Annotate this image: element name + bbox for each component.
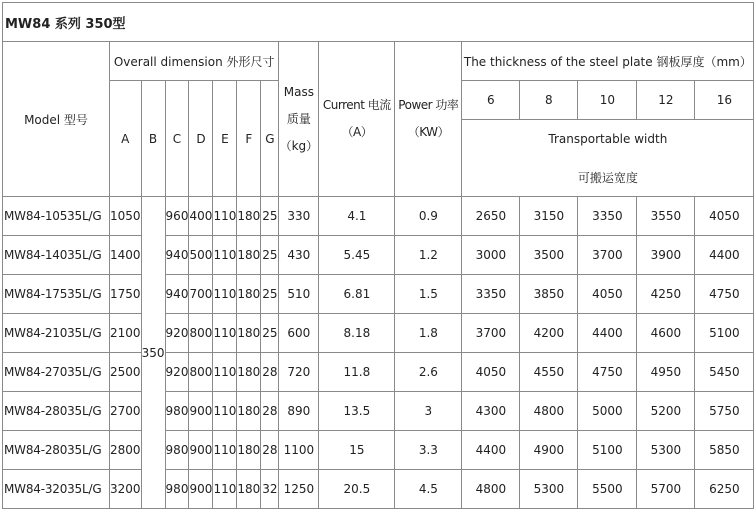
dim-a-cell: 2700 (110, 392, 142, 431)
dim-e-cell: 110 (213, 431, 237, 470)
current-cell: 5.45 (319, 236, 395, 275)
mass-header (279, 42, 319, 197)
width-10-cell: 4400 (578, 314, 637, 353)
table-row (3, 431, 754, 470)
dim-header-b: B (141, 81, 165, 197)
dim-c-cell: 940 (165, 236, 189, 275)
width-6-cell: 3000 (462, 236, 520, 275)
mass-cell: 510 (279, 275, 319, 314)
power-cell: 1.8 (395, 314, 462, 353)
width-8-cell: 3850 (520, 275, 578, 314)
dim-f-cell: 180 (237, 314, 261, 353)
thickness-6: 6 (462, 81, 520, 120)
dim-e-cell: 110 (213, 314, 237, 353)
dim-e-cell: 110 (213, 470, 237, 509)
power-cell: 2.6 (395, 353, 462, 392)
model-cell: MW84-10535L/G (3, 197, 110, 236)
width-8-cell: 4550 (520, 353, 578, 392)
width-10-cell: 5500 (578, 470, 637, 509)
transportable-width-header-cn: 可搬运宽度 (462, 158, 754, 197)
dim-g-cell: 32 (261, 470, 279, 509)
dim-c-cell: 960 (165, 197, 189, 236)
width-12-cell: 5700 (637, 470, 695, 509)
dim-a-cell: 2800 (110, 431, 142, 470)
power-unit: （KW） (407, 125, 450, 139)
width-6-cell: 3700 (462, 314, 520, 353)
thickness-16: 16 (695, 81, 754, 120)
width-6-cell: 4050 (462, 353, 520, 392)
width-10-cell: 5000 (578, 392, 637, 431)
model-cell: MW84-27035L/G (3, 353, 110, 392)
dim-a-cell: 3200 (110, 470, 142, 509)
dim-a-cell: 2500 (110, 353, 142, 392)
width-8-cell: 4900 (520, 431, 578, 470)
dim-f-cell: 180 (237, 275, 261, 314)
dim-header-d: D (189, 81, 213, 197)
current-cell: 4.1 (319, 197, 395, 236)
dim-a-cell: 1750 (110, 275, 142, 314)
dim-e-cell: 110 (213, 236, 237, 275)
current-header (319, 42, 395, 197)
thickness-8: 8 (520, 81, 578, 120)
width-8-cell: 5300 (520, 470, 578, 509)
model-cell: MW84-28035L/G (3, 392, 110, 431)
dim-d-cell: 700 (189, 275, 213, 314)
width-16-cell: 5850 (695, 431, 754, 470)
width-10-cell: 3700 (578, 236, 637, 275)
power-cell: 4.5 (395, 470, 462, 509)
dim-c-cell: 980 (165, 392, 189, 431)
dim-b-cell: 350 (141, 197, 165, 509)
dim-g-cell: 28 (261, 431, 279, 470)
width-12-cell: 5200 (637, 392, 695, 431)
width-16-cell: 6250 (695, 470, 754, 509)
power-cell: 0.9 (395, 197, 462, 236)
dim-header-e: E (213, 81, 237, 197)
current-cell: 15 (319, 431, 395, 470)
model-cell: MW84-17535L/G (3, 275, 110, 314)
current-cell: 6.81 (319, 275, 395, 314)
table-row (3, 314, 754, 353)
dim-c-cell: 920 (165, 314, 189, 353)
dim-a-cell: 1400 (110, 236, 142, 275)
current-label: Current 电流 (322, 98, 391, 112)
dim-e-cell: 110 (213, 392, 237, 431)
power-header (395, 42, 462, 197)
width-12-cell: 3900 (637, 236, 695, 275)
plate-thickness-header: The thickness of the steel plate 钢板厚度（mm） (462, 42, 754, 81)
table-row (3, 392, 754, 431)
mass-cell: 1100 (279, 431, 319, 470)
width-10-cell: 3350 (578, 197, 637, 236)
width-12-cell: 3550 (637, 197, 695, 236)
overall-dimension-header: Overall dimension 外形尺寸 (110, 42, 279, 81)
dim-c-cell: 920 (165, 353, 189, 392)
current-unit: （A） (341, 125, 373, 139)
transportable-width-header: Transportable width (462, 120, 754, 159)
width-6-cell: 3350 (462, 275, 520, 314)
dim-header-c: C (165, 81, 189, 197)
table-row (3, 353, 754, 392)
width-6-cell: 4400 (462, 431, 520, 470)
width-12-cell: 4950 (637, 353, 695, 392)
current-cell: 20.5 (319, 470, 395, 509)
mass-label: Mass (283, 84, 314, 99)
spec-table (2, 2, 754, 509)
model-header: Model 型号 (3, 42, 110, 197)
width-16-cell: 4050 (695, 197, 754, 236)
dim-d-cell: 800 (189, 353, 213, 392)
thickness-12: 12 (637, 81, 695, 120)
power-cell: 1.2 (395, 236, 462, 275)
width-16-cell: 5450 (695, 353, 754, 392)
width-16-cell: 4750 (695, 275, 754, 314)
dim-e-cell: 110 (213, 353, 237, 392)
width-10-cell: 5100 (578, 431, 637, 470)
dim-g-cell: 28 (261, 353, 279, 392)
dim-g-cell: 25 (261, 275, 279, 314)
table-row (3, 470, 754, 509)
model-cell: MW84-32035L/G (3, 470, 110, 509)
width-12-cell: 4250 (637, 275, 695, 314)
dim-c-cell: 980 (165, 431, 189, 470)
dim-a-cell: 1050 (110, 197, 142, 236)
model-cell: MW84-21035L/G (3, 314, 110, 353)
dim-d-cell: 800 (189, 314, 213, 353)
dim-d-cell: 900 (189, 431, 213, 470)
current-cell: 11.8 (319, 353, 395, 392)
power-cell: 3.3 (395, 431, 462, 470)
dim-g-cell: 28 (261, 392, 279, 431)
width-10-cell: 4050 (578, 275, 637, 314)
width-8-cell: 3150 (520, 197, 578, 236)
width-10-cell: 4750 (578, 353, 637, 392)
width-6-cell: 2650 (462, 197, 520, 236)
thickness-10: 10 (578, 81, 637, 120)
mass-cell: 600 (279, 314, 319, 353)
mass-unit: （kg） (279, 138, 319, 153)
mass-cell: 1250 (279, 470, 319, 509)
dim-g-cell: 25 (261, 197, 279, 236)
width-16-cell: 5750 (695, 392, 754, 431)
dim-f-cell: 180 (237, 392, 261, 431)
table-row (3, 236, 754, 275)
mass-cell: 330 (279, 197, 319, 236)
width-16-cell: 5100 (695, 314, 754, 353)
mass-cell: 890 (279, 392, 319, 431)
width-6-cell: 4300 (462, 392, 520, 431)
dim-header-f: F (237, 81, 261, 197)
mass-cell: 720 (279, 353, 319, 392)
table-row (3, 275, 754, 314)
width-12-cell: 4600 (637, 314, 695, 353)
dim-g-cell: 25 (261, 314, 279, 353)
dim-f-cell: 180 (237, 353, 261, 392)
mass-cell: 430 (279, 236, 319, 275)
power-label: Power 功率 (398, 98, 459, 112)
current-cell: 8.18 (319, 314, 395, 353)
dim-header-g: G (261, 81, 279, 197)
width-16-cell: 4400 (695, 236, 754, 275)
dim-f-cell: 180 (237, 470, 261, 509)
dim-f-cell: 180 (237, 197, 261, 236)
dim-d-cell: 900 (189, 392, 213, 431)
width-6-cell: 4800 (462, 470, 520, 509)
dim-e-cell: 110 (213, 275, 237, 314)
current-cell: 13.5 (319, 392, 395, 431)
dim-f-cell: 180 (237, 236, 261, 275)
table-title: MW84 系列 350型 (3, 3, 754, 42)
model-cell: MW84-28035L/G (3, 431, 110, 470)
dim-c-cell: 940 (165, 275, 189, 314)
mass-label-cn: 质量 (286, 111, 311, 126)
table-row (3, 197, 754, 236)
dim-d-cell: 900 (189, 470, 213, 509)
dim-d-cell: 400 (189, 197, 213, 236)
dim-header-a: A (110, 81, 142, 197)
dim-e-cell: 110 (213, 197, 237, 236)
model-cell: MW84-14035L/G (3, 236, 110, 275)
dim-g-cell: 25 (261, 236, 279, 275)
power-cell: 3 (395, 392, 462, 431)
dim-a-cell: 2100 (110, 314, 142, 353)
power-cell: 1.5 (395, 275, 462, 314)
dim-f-cell: 180 (237, 431, 261, 470)
width-8-cell: 4200 (520, 314, 578, 353)
dim-c-cell: 980 (165, 470, 189, 509)
dim-d-cell: 500 (189, 236, 213, 275)
width-12-cell: 5300 (637, 431, 695, 470)
width-8-cell: 4800 (520, 392, 578, 431)
width-8-cell: 3500 (520, 236, 578, 275)
